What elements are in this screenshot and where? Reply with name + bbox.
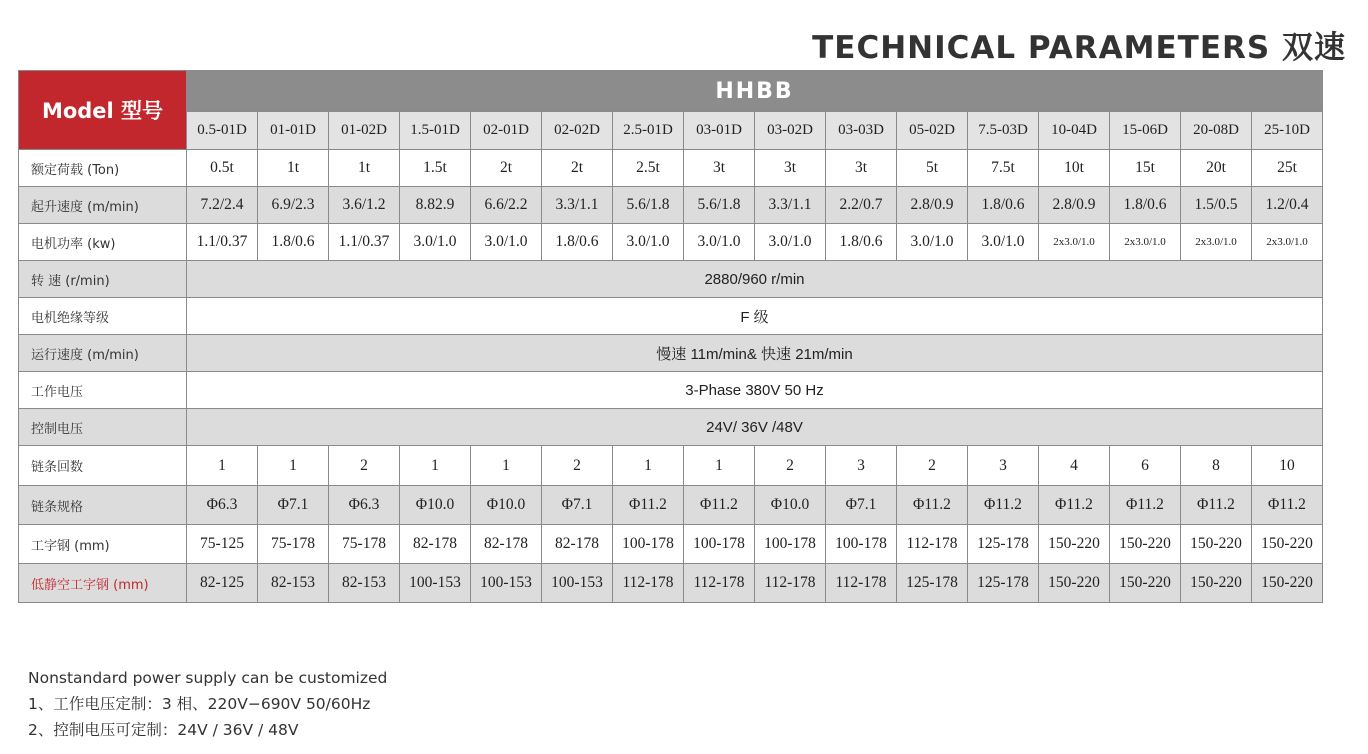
row-label: 控制电压: [19, 409, 187, 446]
note-line: 2、控制电压可定制：24V / 36V / 48V: [28, 721, 299, 739]
cell-value: 112-178: [826, 564, 897, 603]
model-code: 03-02D: [755, 112, 826, 150]
cell-value: 3.0/1.0: [968, 224, 1039, 261]
cell-value: Φ11.2: [1110, 486, 1181, 525]
cell-value: 2t: [471, 150, 542, 187]
merged-value: 24V/ 36V /48V: [187, 409, 1323, 446]
cell-value: Φ11.2: [897, 486, 968, 525]
row-label: 链条规格: [19, 486, 187, 525]
row-chain-falls: [19, 446, 1323, 486]
cell-value: 3t: [755, 150, 826, 187]
cell-value: Φ11.2: [1252, 486, 1323, 525]
cell-value: 1.8/0.6: [542, 224, 613, 261]
model-code: 7.5-03D: [968, 112, 1039, 150]
cell-value: 1: [400, 446, 471, 486]
row-label: 工字钢 (mm): [19, 525, 187, 564]
cell-value: 150-220: [1252, 525, 1323, 564]
model-code: 0.5-01D: [187, 112, 258, 150]
cell-value: 112-178: [897, 525, 968, 564]
cell-value: 125-178: [897, 564, 968, 603]
cell-value: 2: [542, 446, 613, 486]
cell-value: 112-178: [684, 564, 755, 603]
row-travel-speed: [19, 335, 1323, 372]
cell-value: 112-178: [613, 564, 684, 603]
cell-value: 1: [471, 446, 542, 486]
cell-value: 5.6/1.8: [613, 187, 684, 224]
cell-value: 10: [1252, 446, 1323, 486]
cell-value: 75-125: [187, 525, 258, 564]
cell-value: 1.8/0.6: [258, 224, 329, 261]
cell-value: 3.0/1.0: [755, 224, 826, 261]
cell-value: 2.5t: [613, 150, 684, 187]
merged-value: F 级: [187, 298, 1323, 335]
cell-value: 1.1/0.37: [329, 224, 400, 261]
cell-value: 82-178: [400, 525, 471, 564]
model-code: 02-02D: [542, 112, 613, 150]
model-code: 10-04D: [1039, 112, 1110, 150]
row-label: 链条回数: [19, 446, 187, 486]
cell-value: Φ11.2: [1181, 486, 1252, 525]
row-lifting-speed: [19, 187, 1323, 224]
cell-value: Φ10.0: [755, 486, 826, 525]
cell-value: Φ11.2: [684, 486, 755, 525]
cell-value: 1: [258, 446, 329, 486]
cell-value: 1: [684, 446, 755, 486]
cell-value: 100-178: [684, 525, 755, 564]
model-code: 25-10D: [1252, 112, 1323, 150]
cell-value: 3: [968, 446, 1039, 486]
cell-value: Φ6.3: [187, 486, 258, 525]
cell-value: 125-178: [968, 564, 1039, 603]
cell-value: 20t: [1181, 150, 1252, 187]
cell-value: 3.0/1.0: [400, 224, 471, 261]
row-motor-power: [19, 224, 1323, 261]
notes: [28, 665, 387, 743]
cell-value: 82-178: [471, 525, 542, 564]
cell-value: 8.82.9: [400, 187, 471, 224]
cell-value: 3.0/1.0: [613, 224, 684, 261]
technical-parameters-table: [18, 70, 1323, 603]
cell-value: Φ11.2: [968, 486, 1039, 525]
cell-value: 1.1/0.37: [187, 224, 258, 261]
cell-value: 2.2/0.7: [826, 187, 897, 224]
series-name: HHBB: [187, 71, 1323, 112]
cell-value: 100-178: [613, 525, 684, 564]
row-rated-load: [19, 150, 1323, 187]
row-label: 起升速度 (m/min): [19, 187, 187, 224]
cell-value: 1.2/0.4: [1252, 187, 1323, 224]
cell-value: 2: [897, 446, 968, 486]
cell-value: 3.0/1.0: [471, 224, 542, 261]
cell-value: 100-178: [826, 525, 897, 564]
row-control-voltage: [19, 409, 1323, 446]
cell-value: 2: [755, 446, 826, 486]
cell-value: 82-153: [329, 564, 400, 603]
cell-value: 3.0/1.0: [897, 224, 968, 261]
cell-value: 1.8/0.6: [968, 187, 1039, 224]
models-row: [19, 112, 1323, 150]
cell-value: 7.2/2.4: [187, 187, 258, 224]
cell-value: 2x3.0/1.0: [1039, 224, 1110, 261]
cell-value: 2x3.0/1.0: [1110, 224, 1181, 261]
cell-value: 100-178: [755, 525, 826, 564]
cell-value: 1.8/0.6: [826, 224, 897, 261]
model-code: 02-01D: [471, 112, 542, 150]
row-label: 工作电压: [19, 372, 187, 409]
cell-value: 15t: [1110, 150, 1181, 187]
row-label: 电机功率 (kw): [19, 224, 187, 261]
note-line: Nonstandard power supply can be customized: [28, 669, 388, 687]
cell-value: 10t: [1039, 150, 1110, 187]
cell-value: 150-220: [1252, 564, 1323, 603]
cell-value: 100-153: [542, 564, 613, 603]
cell-value: 3.6/1.2: [329, 187, 400, 224]
cell-value: 6: [1110, 446, 1181, 486]
cell-value: 150-220: [1110, 564, 1181, 603]
cell-value: 2x3.0/1.0: [1252, 224, 1323, 261]
cell-value: 150-220: [1039, 564, 1110, 603]
cell-value: 3: [826, 446, 897, 486]
model-code: 03-03D: [826, 112, 897, 150]
cell-value: 2x3.0/1.0: [1181, 224, 1252, 261]
cell-value: 7.5t: [968, 150, 1039, 187]
model-header: Model 型号: [19, 71, 187, 150]
model-code: 03-01D: [684, 112, 755, 150]
row-label: 运行速度 (m/min): [19, 335, 187, 372]
cell-value: 100-153: [471, 564, 542, 603]
cell-value: 1t: [258, 150, 329, 187]
cell-value: 82-178: [542, 525, 613, 564]
merged-value: 慢速 11m/min& 快速 21m/min: [187, 335, 1323, 372]
cell-value: 2t: [542, 150, 613, 187]
cell-value: 112-178: [755, 564, 826, 603]
cell-value: 0.5t: [187, 150, 258, 187]
cell-value: 1.8/0.6: [1110, 187, 1181, 224]
cell-value: 150-220: [1181, 564, 1252, 603]
cell-value: 1: [187, 446, 258, 486]
cell-value: Φ6.3: [329, 486, 400, 525]
model-code: 01-02D: [329, 112, 400, 150]
cell-value: 3.3/1.1: [755, 187, 826, 224]
cell-value: 5t: [897, 150, 968, 187]
row-label: 额定荷载 (Ton): [19, 150, 187, 187]
cell-value: Φ7.1: [826, 486, 897, 525]
cell-value: 150-220: [1181, 525, 1252, 564]
cell-value: 5.6/1.8: [684, 187, 755, 224]
model-code: 20-08D: [1181, 112, 1252, 150]
cell-value: 125-178: [968, 525, 1039, 564]
row-label: 转 速 (r/min): [19, 261, 187, 298]
cell-value: 150-220: [1110, 525, 1181, 564]
cell-value: 6.6/2.2: [471, 187, 542, 224]
cell-value: 150-220: [1039, 525, 1110, 564]
merged-value: 2880/960 r/min: [187, 261, 1323, 298]
cell-value: 1.5/0.5: [1181, 187, 1252, 224]
cell-value: 82-125: [187, 564, 258, 603]
model-code: 1.5-01D: [400, 112, 471, 150]
row-label: 低静空工字钢 (mm): [19, 564, 187, 603]
cell-value: 3.3/1.1: [542, 187, 613, 224]
cell-value: 3t: [684, 150, 755, 187]
cell-value: 75-178: [258, 525, 329, 564]
row-working-voltage: [19, 372, 1323, 409]
cell-value: 1t: [329, 150, 400, 187]
page-title: TECHNICAL PARAMETERS 双速: [812, 30, 1346, 66]
row-chain-spec: [19, 486, 1323, 525]
cell-value: 100-153: [400, 564, 471, 603]
model-code: 01-01D: [258, 112, 329, 150]
row-label: 电机绝缘等级: [19, 298, 187, 335]
merged-value: 3-Phase 380V 50 Hz: [187, 372, 1323, 409]
cell-value: 8: [1181, 446, 1252, 486]
cell-value: 2: [329, 446, 400, 486]
cell-value: 6.9/2.3: [258, 187, 329, 224]
cell-value: 2.8/0.9: [1039, 187, 1110, 224]
row-i-beam: [19, 525, 1323, 564]
cell-value: Φ7.1: [258, 486, 329, 525]
cell-value: 1: [613, 446, 684, 486]
row-rotation-speed: [19, 261, 1323, 298]
cell-value: 25t: [1252, 150, 1323, 187]
model-code: 05-02D: [897, 112, 968, 150]
cell-value: 1.5t: [400, 150, 471, 187]
cell-value: 4: [1039, 446, 1110, 486]
cell-value: 3t: [826, 150, 897, 187]
cell-value: Φ10.0: [400, 486, 471, 525]
cell-value: 75-178: [329, 525, 400, 564]
row-insulation-class: [19, 298, 1323, 335]
note-line: 1、工作电压定制：3 相、220V−690V 50/60Hz: [28, 695, 371, 713]
model-code: 2.5-01D: [613, 112, 684, 150]
cell-value: 82-153: [258, 564, 329, 603]
cell-value: 2.8/0.9: [897, 187, 968, 224]
cell-value: 3.0/1.0: [684, 224, 755, 261]
model-code: 15-06D: [1110, 112, 1181, 150]
cell-value: Φ10.0: [471, 486, 542, 525]
row-low-headroom-i-beam: [19, 564, 1323, 603]
cell-value: Φ11.2: [1039, 486, 1110, 525]
cell-value: Φ11.2: [613, 486, 684, 525]
cell-value: Φ7.1: [542, 486, 613, 525]
